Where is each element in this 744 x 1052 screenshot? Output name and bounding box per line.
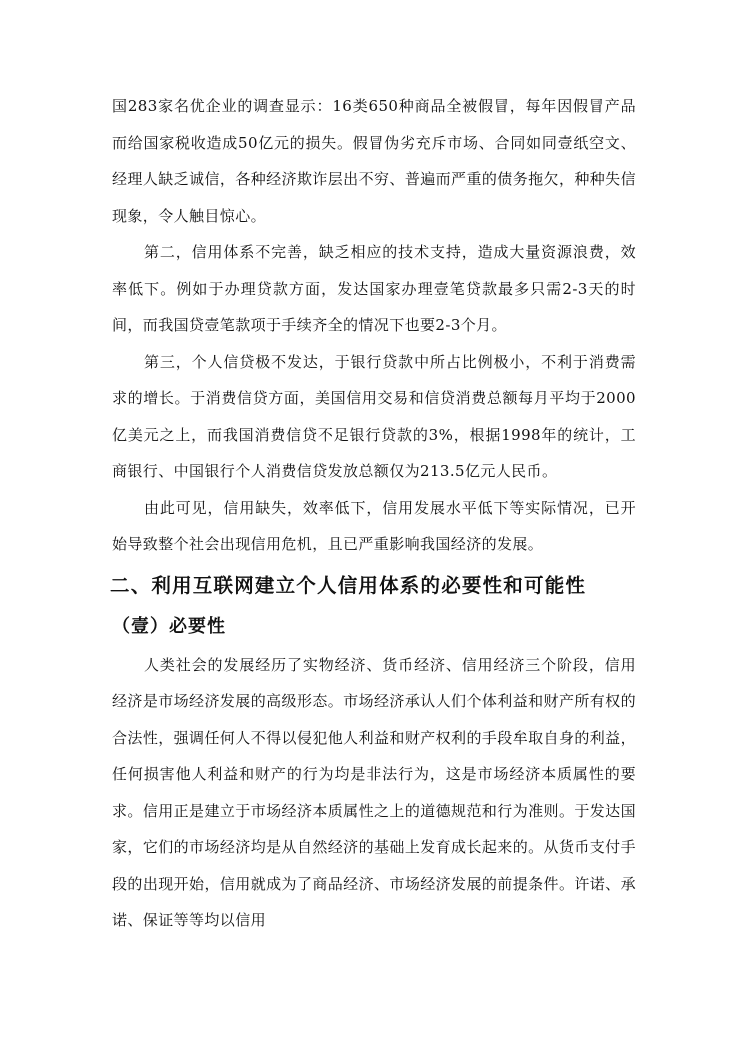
paragraph-survey-continuation: 国283家名优企业的调查显示：16类650种商品全被假冒，每年因假冒产品而给国家税收造成50亿元的损失。假冒伪劣充斥市场、合同如同壹纸空文、经理人缺乏诚信，各种经济欺诈层出不穷、普遍而严重的债务拖欠，种种失信现象，令人触目惊心。: [112, 97, 636, 225]
section-heading: 二、利用互联网建立个人信用体系的必要性和可能性: [110, 573, 587, 597]
paragraph-third-point: 第三，个人信贷极不发达，于银行贷款中所占比例极小，不利于消费需求的增长。于消费信贷方面，美国信用交易和信贷消费总额每月平均于2000亿美元之上，而我国消费信贷不足银行贷款的3%，根据1998年的统计，工商银行、中国银行个人消费信贷发放总额仅为213.5亿元人民币。: [112, 352, 636, 480]
paragraph-second-point: 第二，信用体系不完善，缺乏相应的技术支持，造成大量资源浪费，效率低下。例如于办理贷款方面，发达国家办理壹笔贷款最多只需2-3天的时间，而我国贷壹笔款项于手续齐全的情况下也要2-3个月。: [112, 243, 636, 334]
document-body: [112, 88, 636, 939]
paragraph-conclusion: 由此可见，信用缺失，效率低下，信用发展水平低下等实际情况，已开始导致整个社会出现信用危机，且已严重影响我国经济的发展。: [112, 498, 636, 553]
subsection-heading: （壹）必要性: [112, 615, 226, 637]
paragraph-necessity: 人类社会的发展经历了实物经济、货币经济、信用经济三个阶段，信用经济是市场经济发展的高级形态。市场经济承认人们个体利益和财产所有权的合法性，强调任何人不得以侵犯他人利益和财产权利的手段牟取自身的利益，任何损害他人利益和财产的行为均是非法行为，这是市场经济本质属性的要求。信用正是建立于市场经济本质属性之上的道德规范和行为准则。于发达国家，它们的市场经济均是从自然经济的基础上发育成长起来的。从货币支付手段的出现开始，信用就成为了商品经济、市场经济发展的前提条件。许诺、承诺、保证等等均以信用: [112, 655, 636, 929]
